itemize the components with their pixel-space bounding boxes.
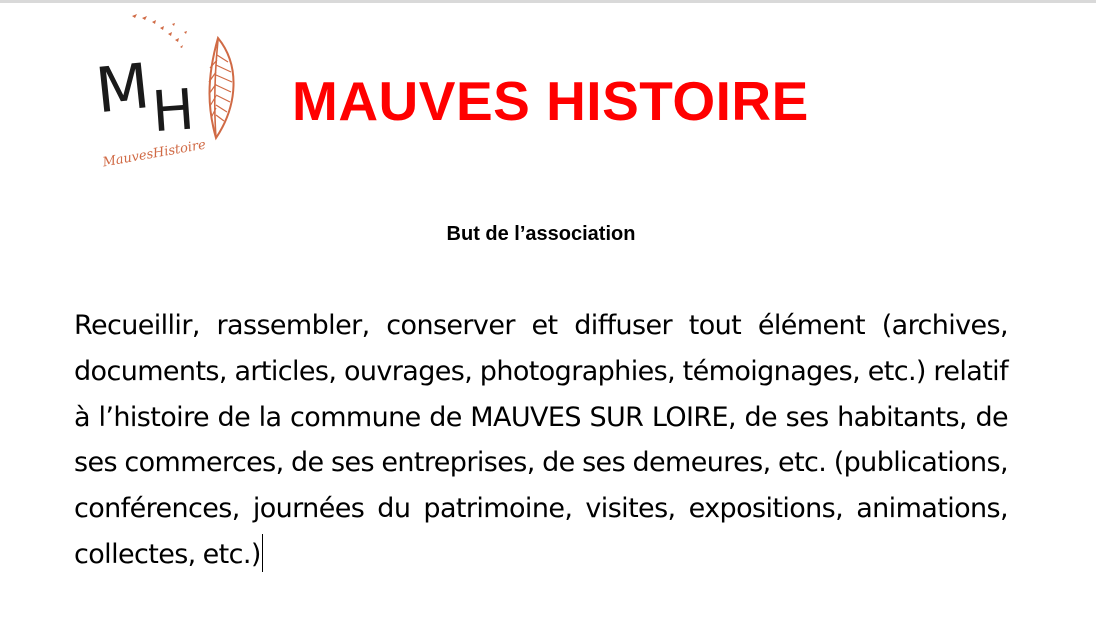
logo-graphic [80,10,240,175]
page-title: MAUVES HISTOIRE [292,70,809,132]
feather-icon [209,38,234,138]
mauves-histoire-logo [80,10,240,175]
page-top-border [0,0,1096,3]
section-heading: But de l’association [446,223,636,245]
text-cursor [262,534,263,572]
logo-initial-h: H [149,77,197,146]
birds-decoration [132,14,187,48]
logo-tagline: MauvesHistoire [101,137,207,171]
logo-initial-m: M [92,49,153,128]
paragraph-text: Recueillir, rassembler, conserver et diffuser tout élément (archives, documents, articles, ouvrages, photographies, témoignages, etc.) relatif à l’histoire de la commune de MAUVES SUR LOIRE, de ses habitants, de ses commerces, de ses entreprises, de ses demeures, etc. (publications, conférences, journées du patrimoine, visites, expositions, animations, collectes, etc.) [74,310,1008,570]
document-paragraph[interactable] [74,303,1008,578]
